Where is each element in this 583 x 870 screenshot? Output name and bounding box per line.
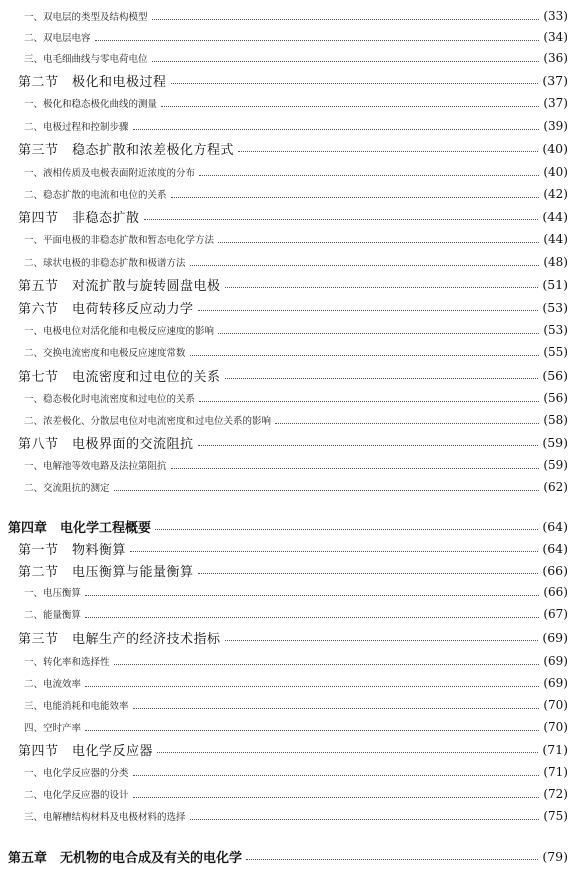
- subsection-entry: [24, 93, 568, 113]
- page-number: (69): [542, 629, 568, 645]
- page-number: (71): [543, 765, 568, 779]
- entry-title: 第六节 电荷转移反应动力学: [18, 301, 194, 317]
- chapter-entry: [8, 846, 568, 866]
- subsection-entry: [24, 582, 568, 602]
- section-entry: [18, 739, 568, 759]
- dot-leader: [190, 265, 540, 266]
- dot-leader: [114, 490, 540, 491]
- page-number: (53): [543, 323, 568, 337]
- chapter-entry: [8, 516, 568, 536]
- dot-leader: [157, 752, 538, 753]
- entry-title: 三、电解槽结构材料及电极材料的选择: [24, 812, 186, 823]
- section-entry: [18, 297, 568, 317]
- dot-leader: [133, 708, 540, 709]
- subsection-entry: [24, 162, 568, 182]
- dot-leader: [225, 640, 539, 641]
- subsection-entry: [24, 455, 568, 475]
- entry-title: 二、浓差极化、分散层电位对电流密度和过电位关系的影响: [24, 416, 272, 427]
- entry-title: 第四节 非稳态扩散: [18, 210, 140, 226]
- entry-title: 四、空时产率: [24, 723, 82, 734]
- dot-leader: [152, 61, 540, 62]
- subsection-entry: [24, 184, 568, 204]
- entry-title: 二、交换电流密度和电极反应速度常数: [24, 348, 186, 359]
- dot-leader: [85, 686, 539, 687]
- entry-title: 二、稳态扩散的电流和电位的关系: [24, 190, 167, 201]
- dot-leader: [171, 83, 539, 84]
- entry-title: 二、电极过程和控制步骤: [24, 122, 129, 133]
- entry-title: 一、稳态极化时电流密度和过电位的关系: [24, 394, 196, 405]
- entry-title: 二、球状电极的非稳态扩散和极谱方法: [24, 258, 186, 269]
- page-number: (33): [543, 9, 568, 23]
- page-number: (58): [543, 413, 568, 427]
- dot-leader: [198, 573, 539, 574]
- dot-leader: [275, 423, 539, 424]
- section-entry: [18, 365, 568, 385]
- entry-title: 第七节 电流密度和过电位的关系: [18, 369, 221, 385]
- entry-title: 第四节 电化学反应器: [18, 743, 154, 759]
- dot-leader: [152, 19, 540, 20]
- page-number: (39): [543, 119, 568, 133]
- entry-title: 第一节 物料衡算: [18, 542, 127, 558]
- page-number: (37): [542, 72, 568, 88]
- page-number: (59): [542, 434, 568, 450]
- entry-title: 一、平面电极的非稳态扩散和暂态电化学方法: [24, 235, 215, 246]
- entry-title: 二、电流效率: [24, 679, 82, 690]
- dot-leader: [133, 129, 540, 130]
- subsection-entry: [24, 388, 568, 408]
- dot-leader: [198, 310, 539, 311]
- subsection-entry: [24, 717, 568, 737]
- entry-title: 一、双电层的类型及结构模型: [24, 12, 148, 23]
- dot-leader: [161, 106, 539, 107]
- dot-leader: [144, 219, 539, 220]
- dot-leader: [133, 775, 540, 776]
- section-entry: [18, 206, 568, 226]
- subsection-entry: [24, 695, 568, 715]
- section-entry: [18, 138, 568, 158]
- dot-leader: [130, 551, 538, 552]
- subsection-entry: [24, 48, 568, 68]
- page-number: (56): [542, 367, 568, 383]
- page-number: (59): [543, 458, 568, 472]
- page-number: (64): [542, 518, 568, 534]
- subsection-entry: [24, 116, 568, 136]
- entry-title: 二、能量衡算: [24, 610, 82, 621]
- dot-leader: [218, 242, 539, 243]
- subsection-entry: [24, 27, 568, 47]
- subsection-entry: [24, 342, 568, 362]
- entry-title: 二、双电层电容: [24, 33, 91, 44]
- entry-title: 第三节 电解生产的经济技术指标: [18, 631, 221, 647]
- page-number: (75): [543, 809, 568, 823]
- page-number: (69): [543, 676, 568, 690]
- page-number: (53): [542, 299, 568, 315]
- subsection-entry: [24, 604, 568, 624]
- page-number: (42): [543, 187, 568, 201]
- dot-leader: [198, 445, 539, 446]
- dot-leader: [85, 617, 539, 618]
- subsection-entry: [24, 806, 568, 826]
- page-number: (51): [542, 276, 568, 292]
- dot-leader: [246, 859, 538, 860]
- subsection-entry: [24, 229, 568, 249]
- entry-title: 一、电化学反应器的分类: [24, 768, 129, 779]
- dot-leader: [225, 287, 539, 288]
- entry-title: 第五节 对流扩散与旋转圆盘电极: [18, 278, 221, 294]
- page-number: (66): [543, 585, 568, 599]
- subsection-entry: [24, 6, 568, 26]
- dot-leader: [199, 175, 539, 176]
- page-number: (40): [542, 140, 568, 156]
- subsection-entry: [24, 784, 568, 804]
- page-number: (37): [543, 96, 568, 110]
- dot-leader: [190, 355, 540, 356]
- entry-title: 一、电极电位对活化能和电极反应速度的影响: [24, 326, 215, 337]
- page-number: (40): [543, 165, 568, 179]
- entry-title: 一、电压衡算: [24, 588, 82, 599]
- dot-leader: [171, 197, 540, 198]
- dot-leader: [114, 664, 540, 665]
- page-number: (56): [543, 391, 568, 405]
- dot-leader: [95, 40, 540, 41]
- dot-leader: [85, 730, 539, 731]
- dot-leader: [225, 378, 539, 379]
- page-number: (67): [543, 607, 568, 621]
- page-number: (79): [542, 848, 568, 864]
- section-entry: [18, 560, 568, 580]
- entry-title: 三、电毛细曲线与零电荷电位: [24, 54, 148, 65]
- subsection-entry: [24, 320, 568, 340]
- page-number: (36): [543, 51, 568, 65]
- dot-leader: [238, 151, 538, 152]
- entry-title: 一、转化率和选择性: [24, 657, 110, 668]
- entry-title: 一、液相传质及电极表面附近浓度的分布: [24, 168, 196, 179]
- entry-title: 第二节 电压衡算与能量衡算: [18, 564, 194, 580]
- page-number: (34): [543, 30, 568, 44]
- section-entry: [18, 538, 568, 558]
- dot-leader: [190, 819, 540, 820]
- entry-title: 二、交流阻抗的测定: [24, 483, 110, 494]
- dot-leader: [155, 529, 538, 530]
- dot-leader: [171, 468, 540, 469]
- page-number: (66): [542, 562, 568, 578]
- entry-title: 二、电化学反应器的设计: [24, 790, 129, 801]
- dot-leader: [85, 595, 539, 596]
- page-number: (71): [542, 741, 568, 757]
- subsection-entry: [24, 252, 568, 272]
- dot-leader: [199, 401, 539, 402]
- page-number: (44): [543, 232, 568, 246]
- dot-leader: [218, 333, 539, 334]
- entry-title: 一、电解池等效电路及法拉第阻抗: [24, 461, 167, 472]
- page-number: (70): [543, 698, 568, 712]
- section-entry: [18, 70, 568, 90]
- subsection-entry: [24, 762, 568, 782]
- section-entry: [18, 432, 568, 452]
- page-number: (69): [543, 654, 568, 668]
- section-entry: [18, 627, 568, 647]
- entry-title: 第二节 极化和电极过程: [18, 74, 167, 90]
- entry-title: 第五章 无机物的电合成及有关的电化学: [8, 850, 243, 866]
- subsection-entry: [24, 651, 568, 671]
- page-number: (44): [542, 208, 568, 224]
- page-number: (64): [542, 540, 568, 556]
- subsection-entry: [24, 477, 568, 497]
- entry-title: 一、极化和稳态极化曲线的测量: [24, 99, 158, 110]
- page-number: (48): [543, 255, 568, 269]
- entry-title: 第三节 稳态扩散和浓差极化方程式: [18, 142, 235, 158]
- page-number: (55): [543, 345, 568, 359]
- section-entry: [18, 274, 568, 294]
- entry-title: 第八节 电极界面的交流阻抗: [18, 436, 194, 452]
- dot-leader: [133, 797, 540, 798]
- entry-title: 三、电能消耗和电能效率: [24, 701, 129, 712]
- page-number: (72): [543, 787, 568, 801]
- subsection-entry: [24, 673, 568, 693]
- entry-title: 第四章 电化学工程概要: [8, 520, 152, 536]
- page-number: (62): [543, 480, 568, 494]
- page-number: (70): [543, 720, 568, 734]
- subsection-entry: [24, 410, 568, 430]
